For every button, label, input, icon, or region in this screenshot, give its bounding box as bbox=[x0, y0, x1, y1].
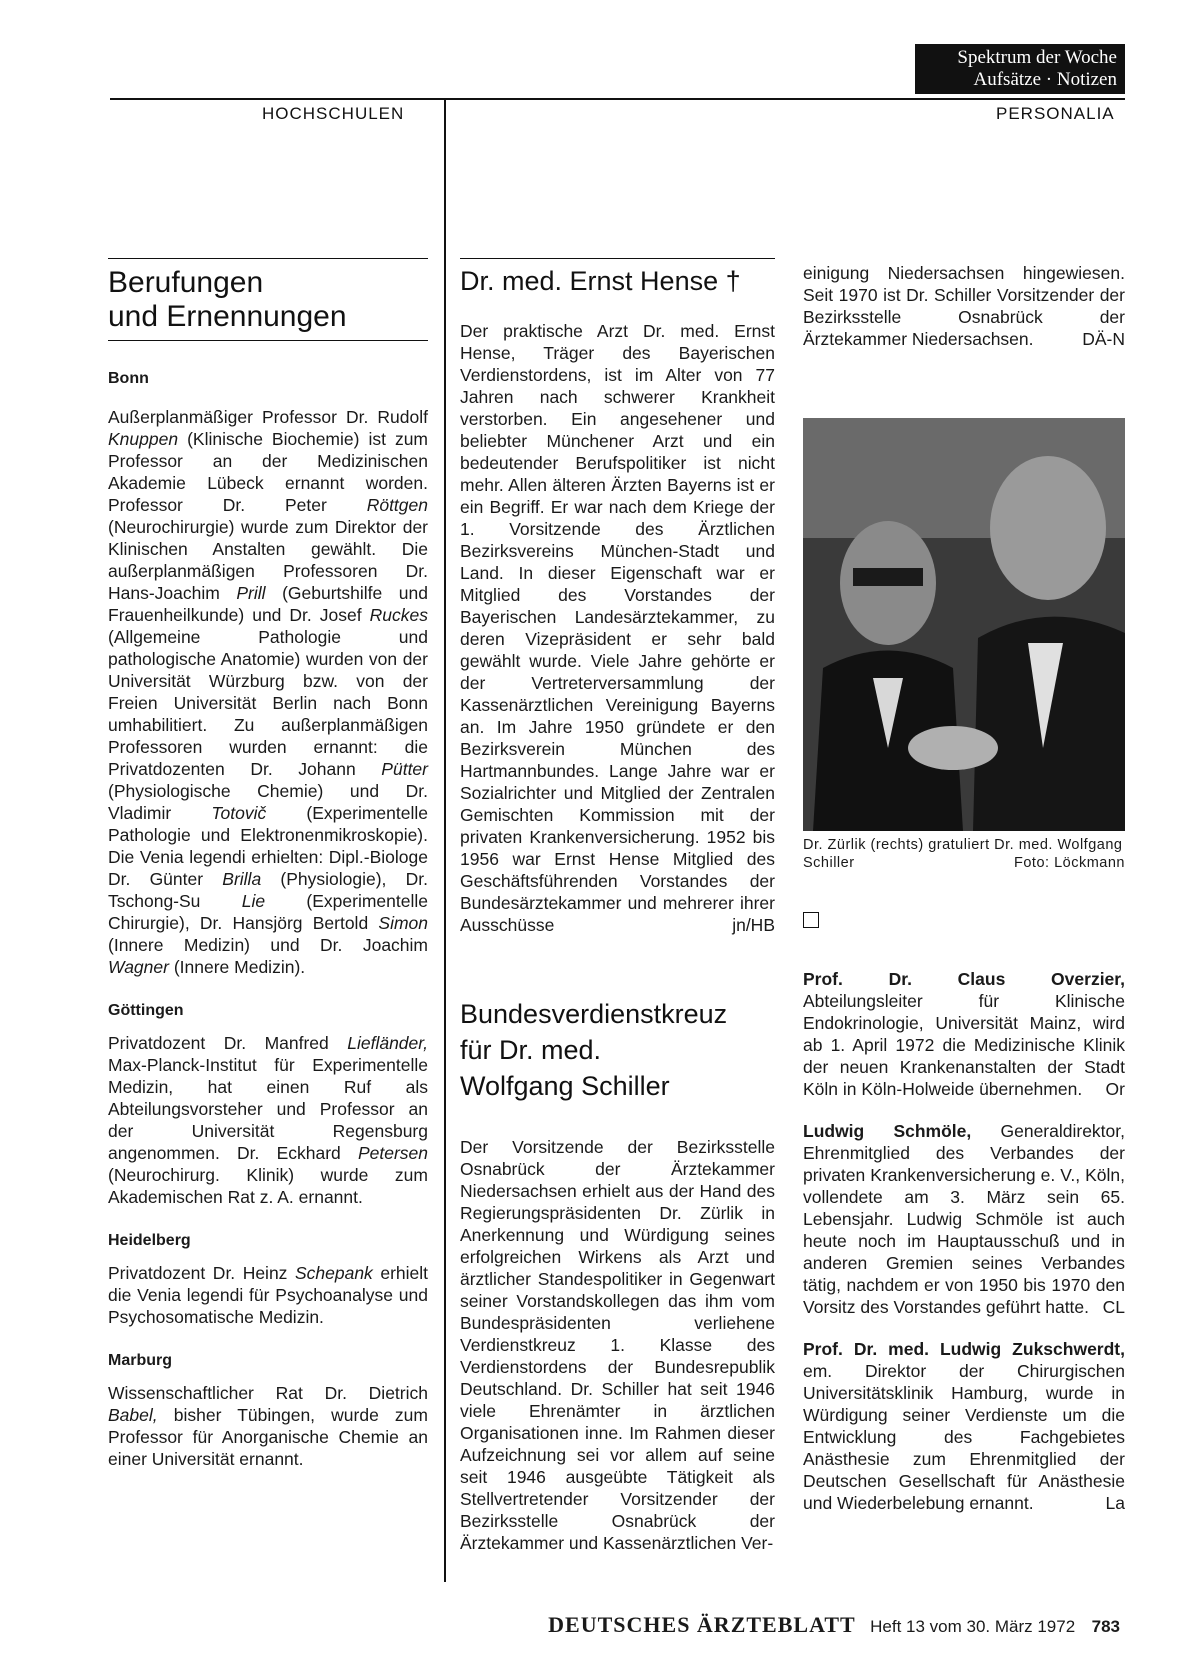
section-label-personalia: PERSONALIA bbox=[996, 104, 1115, 123]
badge-line-1: Spektrum der Woche bbox=[957, 47, 1117, 68]
goettingen-body: Privatdozent Dr. Manfred Liefländer, Max-Planck-Institut für Experimentelle Medizin, hat einen Ruf als Abteilungsvorsteher und Professor an der Universität Regensburg angenommen. Dr. Eckhard Petersen (Neurochirurg. Klinik) wurde zum Akademischen Rat z. A. ernannt. bbox=[108, 1033, 428, 1207]
header-rule bbox=[110, 98, 1125, 100]
page-footer bbox=[548, 1612, 1120, 1638]
publication-name: DEUTSCHES ÄRZTEBLATT bbox=[548, 1612, 856, 1637]
section-heidelberg bbox=[108, 1230, 428, 1328]
schiller-continued: einigung Niedersachsen hingewiesen. Seit 1970 ist Dr. Schiller Vorsitzender der Bezirksstelle Osnabrück der Ärztekammer Niedersachsen. DÄ-N bbox=[803, 263, 1125, 349]
hense-heading-rule bbox=[460, 258, 775, 259]
section-label-hochschulen: HOCHSCHULEN bbox=[262, 104, 405, 123]
heading-schiller: Bundesverdienstkreuz für Dr. med. Wolfgang Schiller bbox=[460, 999, 728, 1101]
city-heading-goettingen: Göttingen bbox=[108, 1002, 184, 1019]
heading-hense: Dr. med. Ernst Hense † bbox=[460, 266, 741, 296]
bonn-body: Außerplanmäßiger Professor Dr. Rudolf Knuppen (Klinische Biochemie) ist zum Professor an der Medizinischen Akademie Lübeck ernannt worden. Professor Dr. Peter Röttgen (Neurochirurgie) wurde zum Direktor der Klinischen Anstalten gewählt. Die außerplanmäßigen Professoren Dr. Hans-Joachim Prill (Geburtshilfe und Frauenheilkunde) und Dr. Josef Ruckes (Allgemeine Pathologie und pathologische Anatomie) wurden von der Universität Würzburg bzw. von der Freien Universität Berlin nach Bonn umhabilitiert. Zu außerplanmäßigen Professoren wurden ernannt: die Privatdozenten Dr. Johann Pütter (Physiologische Chemie) und Dr. Vladimir Totovič (Experimentelle Pathologie und Elektronenmikroskopie). Die Venia legendi erhielten: Dipl.-Biologe Dr. Günter Brilla (Physiologie), Dr. Tschong-Su Lie (Experimentelle Chirurgie), Dr. Hansjörg Bertold Simon (Innere Medizin) und Dr. Joachim Wagner (Innere Medizin). bbox=[108, 407, 428, 977]
hense-sign: jn/HB bbox=[732, 915, 775, 935]
section-bonn bbox=[108, 368, 428, 978]
column-hochschulen bbox=[108, 258, 428, 1470]
schiller-body: Der Vorsitzende der Bezirksstelle Osnabrück der Ärztekammer Niedersachsen erhielt aus der Hand des Regierungspräsidenten Dr. Zürlik in Anerkennung und Würdigung seines erfolgreichen Wirkens als Arzt und ärztlicher Standespolitiker in Gegenwart seiner Vorstandskollegen das ihm vom Bundespräsidenten verliehene Verdienstkreuz 1. Klasse des Verdienstordens der Bundesrepublik Deutschland. Dr. Schiller hat seit 1946 viele Ehrenämter in ärztlichen Organisationen inne. Im Rahmen dieser Aufzeichnung sei vor allem auf seine seit 1946 ausgeübte Tätigkeit als Stellvertretender Vorsitzender der Bezirksstelle Osnabrück der Ärztekammer und Kassenärztlichen Ver- bbox=[460, 1137, 775, 1553]
heading-rule-top bbox=[108, 258, 428, 259]
city-heading-marburg: Marburg bbox=[108, 1352, 172, 1369]
caption-text: Dr. Zürlik (rechts) gratuliert Dr. med. Wolfgang Schiller bbox=[803, 837, 1123, 871]
schmoele-sign: CL bbox=[1102, 1297, 1125, 1317]
issue-info: Heft 13 vom 30. März 1972 bbox=[870, 1617, 1076, 1636]
marburg-body: Wissenschaftlicher Rat Dr. Dietrich Babel, bisher Tübingen, wurde zum Professor für Anorganische Chemie an einer Universität ernannt. bbox=[108, 1383, 428, 1469]
entry-overzier: Prof. Dr. Claus Overzier, Abteilungsleiter für Klinische Endokrinologie, Universität Mainz, wird ab 1. April 1972 die Medizinische Klinik der neuen Krankenanstalten der Stadt Köln in Köln-Holweide übernehmen. Or bbox=[803, 969, 1125, 1099]
page-number: 783 bbox=[1091, 1617, 1120, 1636]
hense-body: Der praktische Arzt Dr. med. Ernst Hense, Träger des Bayerischen Verdienstordens, ist im Alter von 77 Jahren nach schwerer Krankheit verstorben. Ein angesehener und beliebter Münchener Arzt und ein bedeutender Berufspolitiker ist nicht mehr. Allen älteren Ärzten Bayerns ist er ein Begriff. Er war nach dem Kriege der 1. Vorsitzende des Ärztlichen Bezirksvereins München-Stadt und Land. In dieser Eigenschaft war er Mitglied des Vorstandes der Bayerischen Landesärztekammer, zu deren Vizepräsident er sehr bald gewählt wurde. Viele Jahre gehörte er der Vertreterversammlung der Kassenärztlichen Vereinigung Bayerns an. Im Jahre 1950 gründete er den Bezirksverein München des Hartmannbundes. Lange Jahre war er Sozialrichter und Mitglied der Zentralen Gemischten Kommission mit der privaten Krankenversicherung. 1952 bis 1956 war Ernst Hense Mitglied des Geschäftsführenden Vorstandes der Bundesärztekammer und mehrerer ihrer Ausschüsse jn/HB bbox=[460, 321, 775, 935]
city-heading-heidelberg: Heidelberg bbox=[108, 1232, 191, 1249]
personalia-entries bbox=[803, 968, 1125, 1514]
column-middle bbox=[460, 258, 775, 1554]
photo-zuerlik-schiller bbox=[803, 418, 1125, 831]
heading-rule-bottom bbox=[108, 340, 428, 341]
heidelberg-body: Privatdozent Dr. Heinz Schepank erhielt die Venia legendi für Psychoanalyse und Psychosomatische Medizin. bbox=[108, 1263, 429, 1327]
separator-box-icon bbox=[803, 912, 819, 928]
city-heading-bonn: Bonn bbox=[108, 370, 149, 387]
column-divider bbox=[444, 98, 446, 1582]
section-marburg bbox=[108, 1350, 428, 1470]
photo-caption bbox=[803, 836, 1125, 872]
schiller-sign: DÄ-N bbox=[1082, 329, 1125, 349]
entry-schmoele: Ludwig Schmöle, Generaldirektor, Ehrenmitglied des Verbandes der privaten Krankenversicherung e. V., Köln, vollendete am 3. März sein 65. Lebensjahr. Ludwig Schmöle ist auch heute noch im Hauptausschuß und in anderen Gremien seines Verbandes tätig, nachdem er von 1950 bis 1970 den Vorsitz des Vorstandes geführt hatte. CL bbox=[803, 1121, 1125, 1317]
heading-berufungen: Berufungen und Ernennungen bbox=[108, 266, 347, 333]
caption-credit: Foto: Löckmann bbox=[1014, 855, 1125, 871]
badge-line-2: Aufsätze · Notizen bbox=[973, 69, 1117, 90]
photo-illustration bbox=[803, 418, 1125, 831]
entry-zukschwerdt: Prof. Dr. med. Ludwig Zukschwerdt, em. Direktor der Chirurgischen Universitätsklinik Hamburg, wurde in Würdigung seiner Verdienste um die Entwicklung des Fachgebietes Anästhesie zum Ehrenmitglied der Deutschen Gesellschaft für Anästhesie und Wiederbelebung ernannt. La bbox=[803, 1339, 1125, 1513]
section-goettingen bbox=[108, 1000, 428, 1208]
overzier-sign: Or bbox=[1105, 1079, 1125, 1099]
zuk-sign: La bbox=[1105, 1493, 1125, 1513]
section-badge bbox=[915, 44, 1125, 94]
